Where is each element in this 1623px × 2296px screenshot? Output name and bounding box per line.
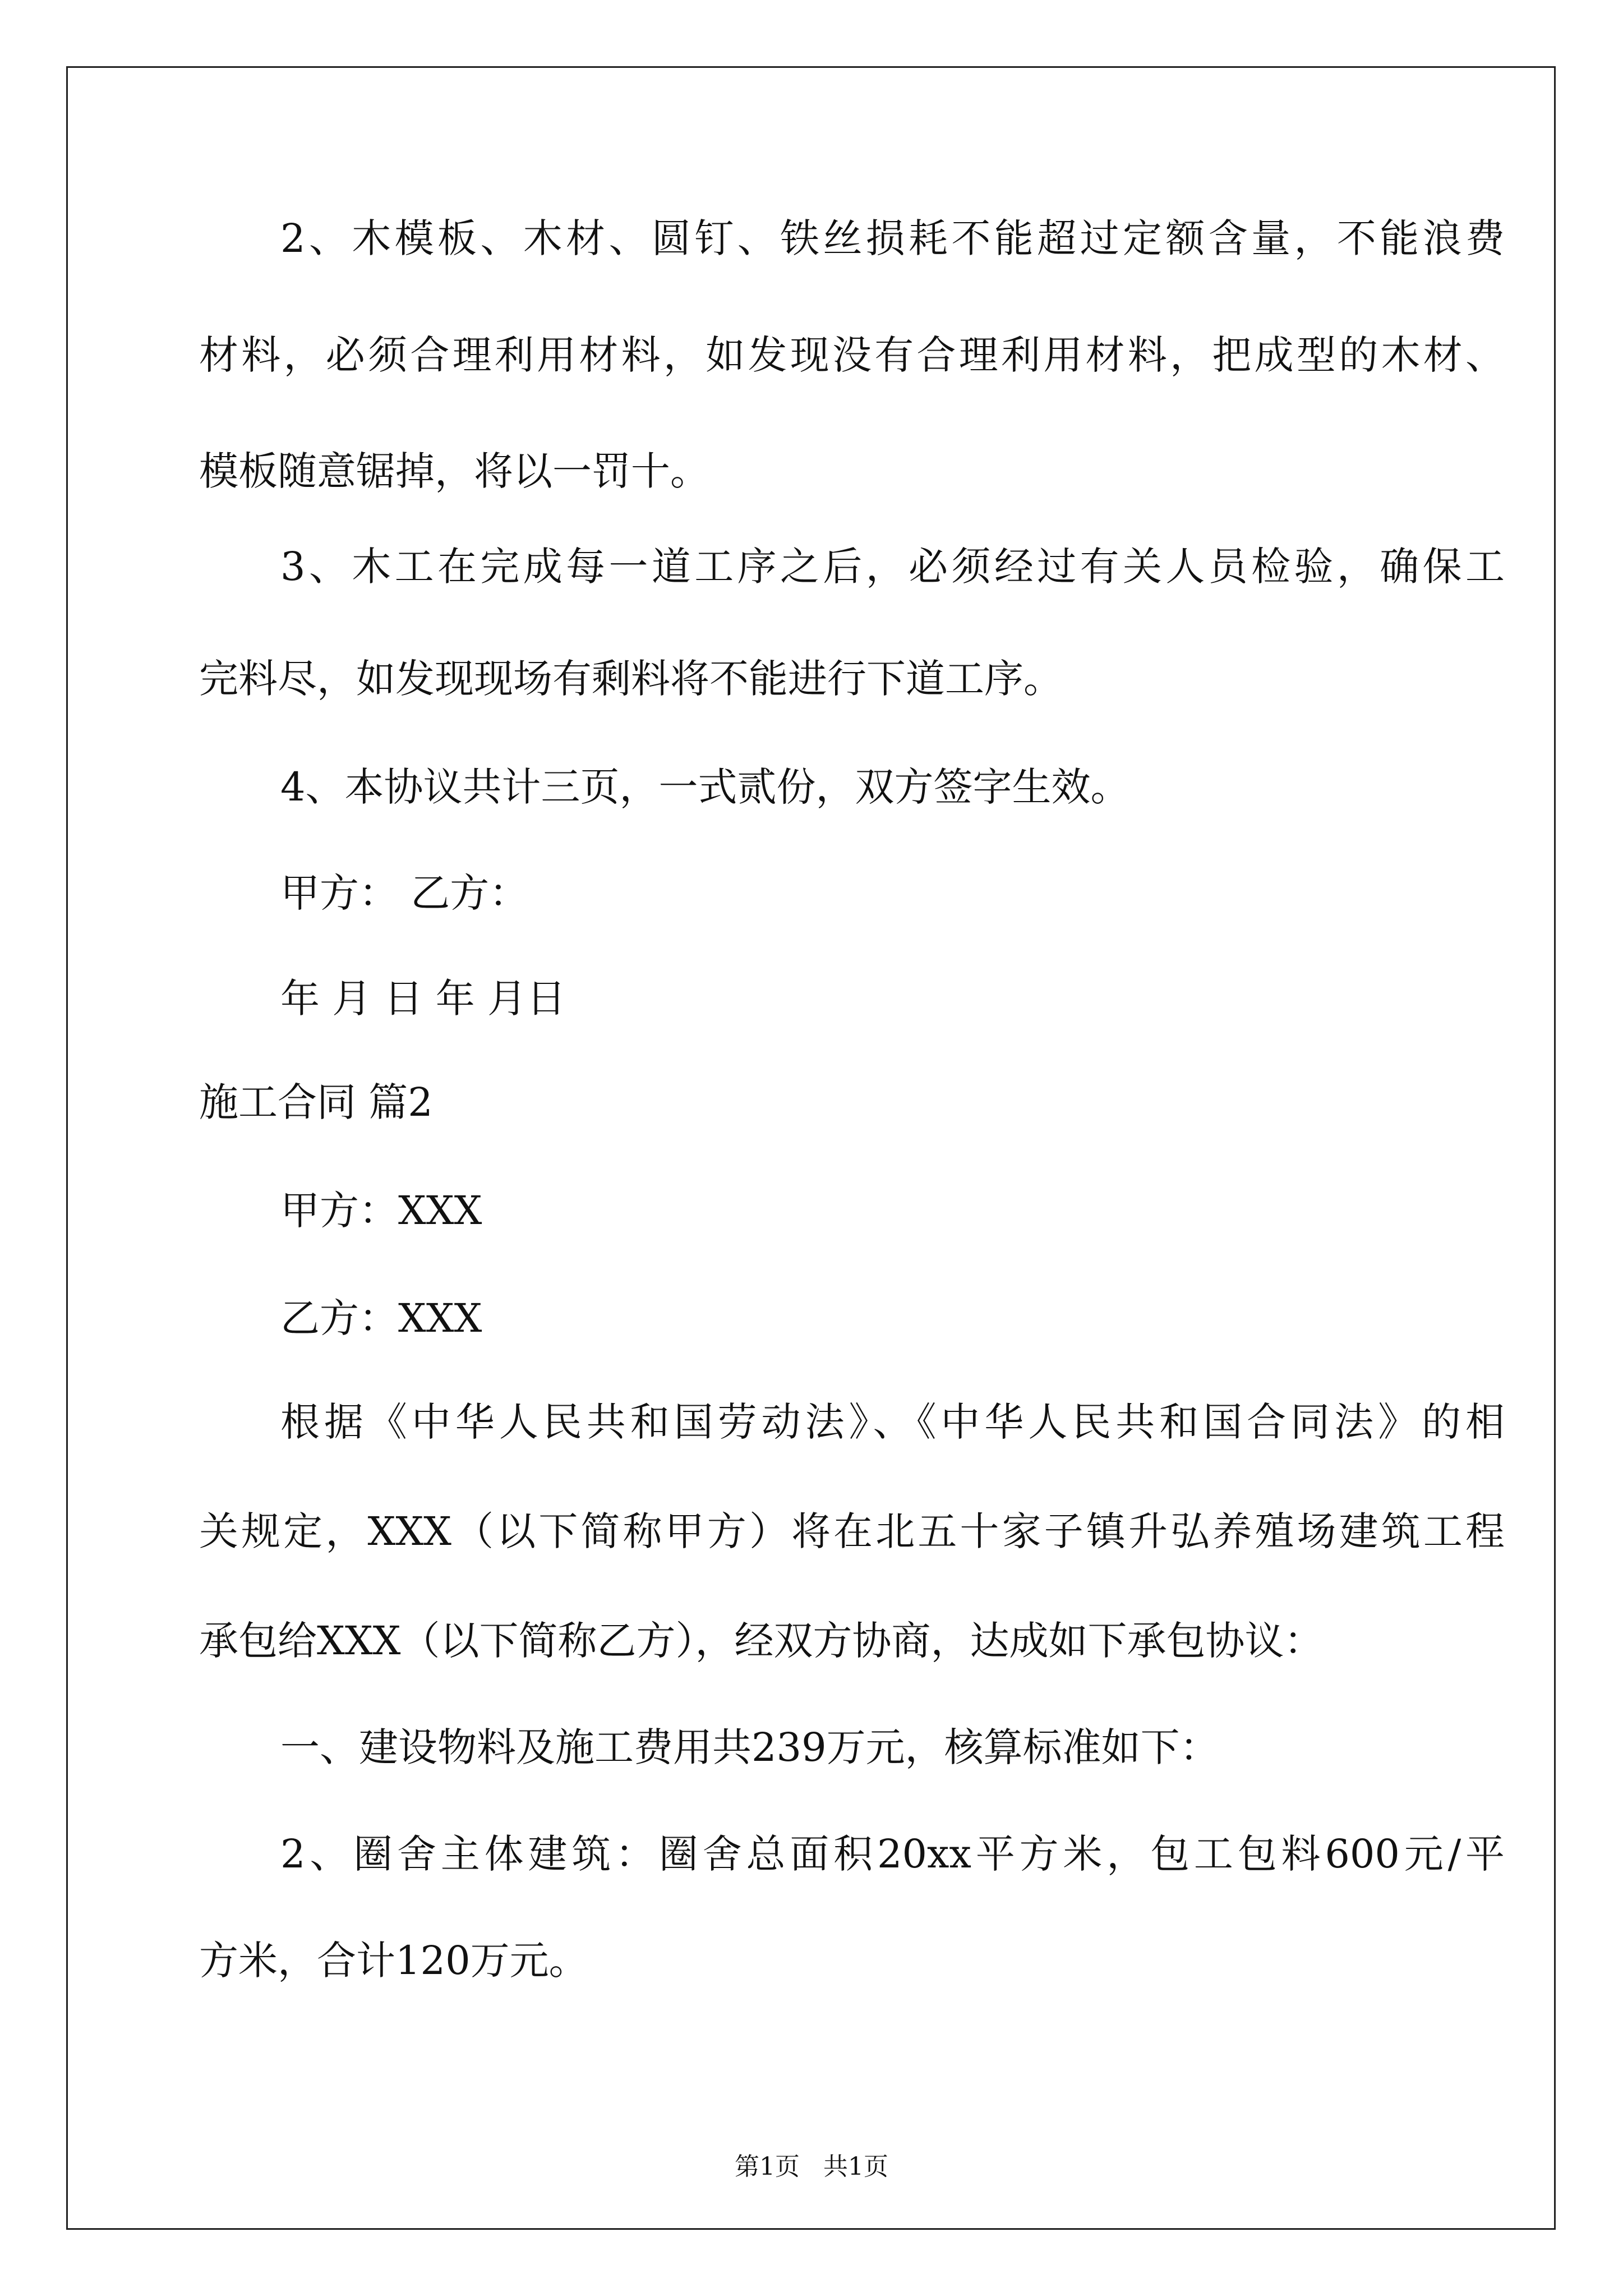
paragraph-line: 材料，必须合理利用材料，如发现没有合理利用材料，把成型的木材、 <box>199 332 1505 378</box>
signature-party-line: 甲方： 乙方： <box>280 870 529 916</box>
paragraph-line: 完料尽，如发现现场有剩料将不能进行下道工序。 <box>199 656 1063 702</box>
paragraph-line: 承包给XXX（以下简称乙方），经双方协商，达成如下承包协议： <box>199 1618 1324 1664</box>
party-b-line: 乙方：XXX <box>280 1295 482 1341</box>
paragraph-line: 关规定，XXX（以下简称甲方）将在北五十家子镇升弘养殖场建筑工程 <box>199 1508 1505 1554</box>
paragraph-line: 模板随意锯掉，将以一罚十。 <box>199 448 709 494</box>
paragraph-line: 3、木工在完成每一道工序之后，必须经过有关人员检验，确保工 <box>280 544 1505 590</box>
paragraph-line: 2、圈舍主体建筑：圈舍总面积20xx平方米，包工包料600元/平 <box>280 1831 1505 1877</box>
page-footer: 第1页 共1页 <box>735 2152 888 2181</box>
party-a-line: 甲方：XXX <box>280 1188 482 1234</box>
signature-date-line: 年 月 日 年 月日 <box>280 976 566 1022</box>
paragraph-line: 一、建设物料及施工费用共239万元，核算标准如下： <box>280 1724 1219 1770</box>
paragraph-line: 4、本协议共计三页，一式贰份，双方签字生效。 <box>280 764 1130 810</box>
paragraph-line: 根据《中华人民共和国劳动法》、《中华人民共和国合同法》的相 <box>280 1399 1505 1445</box>
paragraph-line: 方米，合计120万元。 <box>199 1938 588 1984</box>
paragraph-line: 2、木模板、木材、圆钉、铁丝损耗不能超过定额含量，不能浪费 <box>280 215 1505 261</box>
page-border <box>66 66 1556 2230</box>
section-heading: 施工合同 篇2 <box>199 1079 433 1125</box>
